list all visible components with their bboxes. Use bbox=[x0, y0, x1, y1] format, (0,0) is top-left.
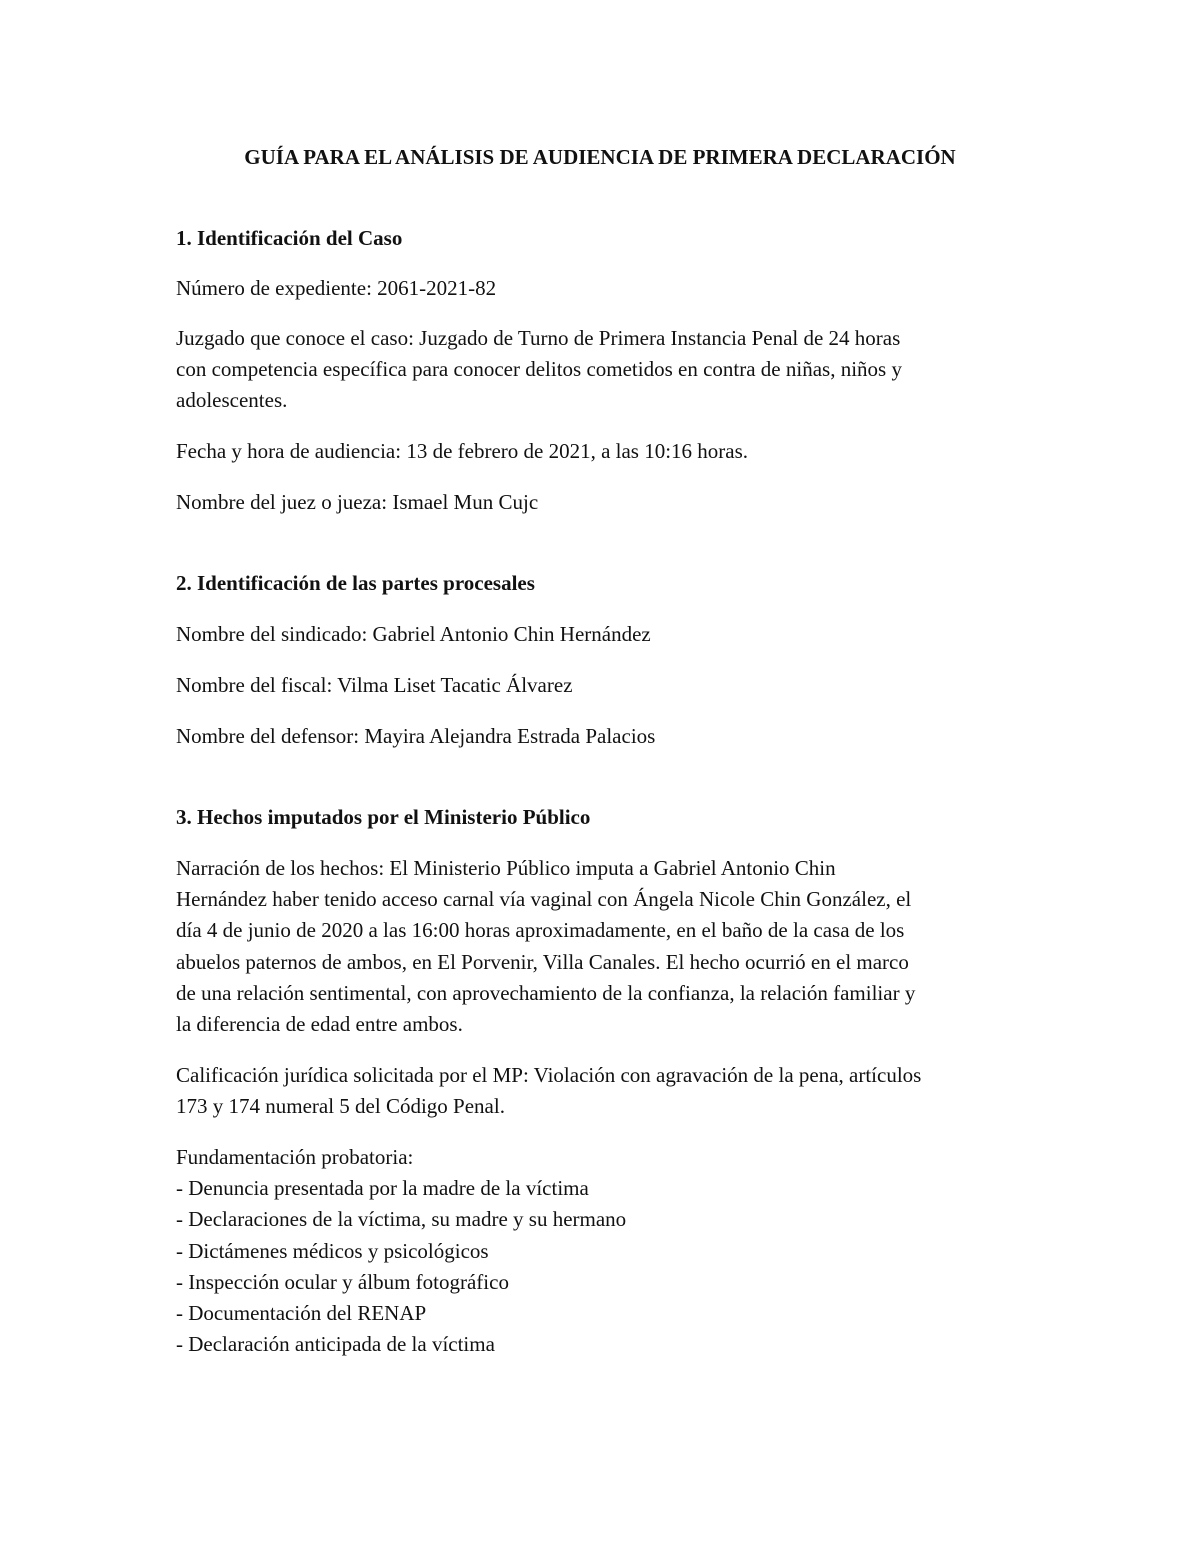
expediente-number: Número de expediente: 2061-2021-82 bbox=[176, 276, 497, 300]
evidence-item: - Denuncia presentada por la madre de la víctima bbox=[176, 1176, 589, 1201]
evidence-item: - Inspección ocular y álbum fotográfico bbox=[176, 1269, 509, 1294]
narration-line: Hernández haber tenido acceso carnal vía vaginal con Ángela Nicole Chin González, el bbox=[176, 887, 912, 912]
legal-qualification-line: Calificación jurídica solicitada por el MP: Violación con agravación de la pena, artículos bbox=[176, 1063, 922, 1087]
section-2-heading: 2. Identificación de las partes procesales bbox=[176, 571, 535, 595]
narration-line: abuelos paternos de ambos, en El Porvenir, Villa Canales. El hecho ocurrió en el marco bbox=[176, 949, 909, 974]
juzgado-line: con competencia específica para conocer delitos cometidos en contra de niñas, niños y bbox=[176, 357, 902, 382]
evidence-item: - Documentación del RENAP bbox=[176, 1300, 427, 1325]
prosecutor-name: Nombre del fiscal: Vilma Liset Tacatic Álvarez bbox=[176, 673, 573, 697]
legal-qualification-line: 173 y 174 numeral 5 del Código Penal. bbox=[176, 1094, 505, 1119]
document-title: GUÍA PARA EL ANÁLISIS DE AUDIENCIA DE PRIMERA DECLARACIÓN bbox=[244, 145, 956, 169]
narration-line: Narración de los hechos: El Ministerio Público imputa a Gabriel Antonio Chin bbox=[176, 856, 836, 880]
defendant-name: Nombre del sindicado: Gabriel Antonio Chin Hernández bbox=[176, 622, 651, 646]
section-3-heading: 3. Hechos imputados por el Ministerio Público bbox=[176, 805, 591, 829]
narration-paragraph bbox=[176, 853, 1036, 1040]
legal-qualification-paragraph bbox=[176, 1060, 1036, 1122]
narration-line: de una relación sentimental, con aprovechamiento de la confianza, la relación familiar y bbox=[176, 980, 916, 1005]
evidence-item: - Declaración anticipada de la víctima bbox=[176, 1332, 495, 1357]
evidence-item: - Declaraciones de la víctima, su madre y su hermano bbox=[176, 1207, 627, 1232]
juzgado-line: Juzgado que conoce el caso: Juzgado de Turno de Primera Instancia Penal de 24 horas bbox=[176, 326, 901, 350]
evidence-label: Fundamentación probatoria: bbox=[176, 1145, 414, 1169]
juzgado-paragraph bbox=[176, 323, 1036, 417]
juzgado-line: adolescentes. bbox=[176, 388, 288, 413]
evidence-item: - Dictámenes médicos y psicológicos bbox=[176, 1238, 489, 1263]
narration-line: día 4 de junio de 2020 a las 16:00 horas aproximadamente, en el baño de la casa de los bbox=[176, 918, 905, 943]
narration-line: la diferencia de edad entre ambos. bbox=[176, 1011, 463, 1036]
hearing-date: Fecha y hora de audiencia: 13 de febrero de 2021, a las 10:16 horas. bbox=[176, 439, 749, 463]
evidence-block bbox=[176, 1142, 1036, 1360]
defender-name: Nombre del defensor: Mayira Alejandra Estrada Palacios bbox=[176, 724, 656, 748]
section-1-heading: 1. Identificación del Caso bbox=[176, 226, 403, 250]
judge-name: Nombre del juez o jueza: Ismael Mun Cujc bbox=[176, 490, 539, 514]
